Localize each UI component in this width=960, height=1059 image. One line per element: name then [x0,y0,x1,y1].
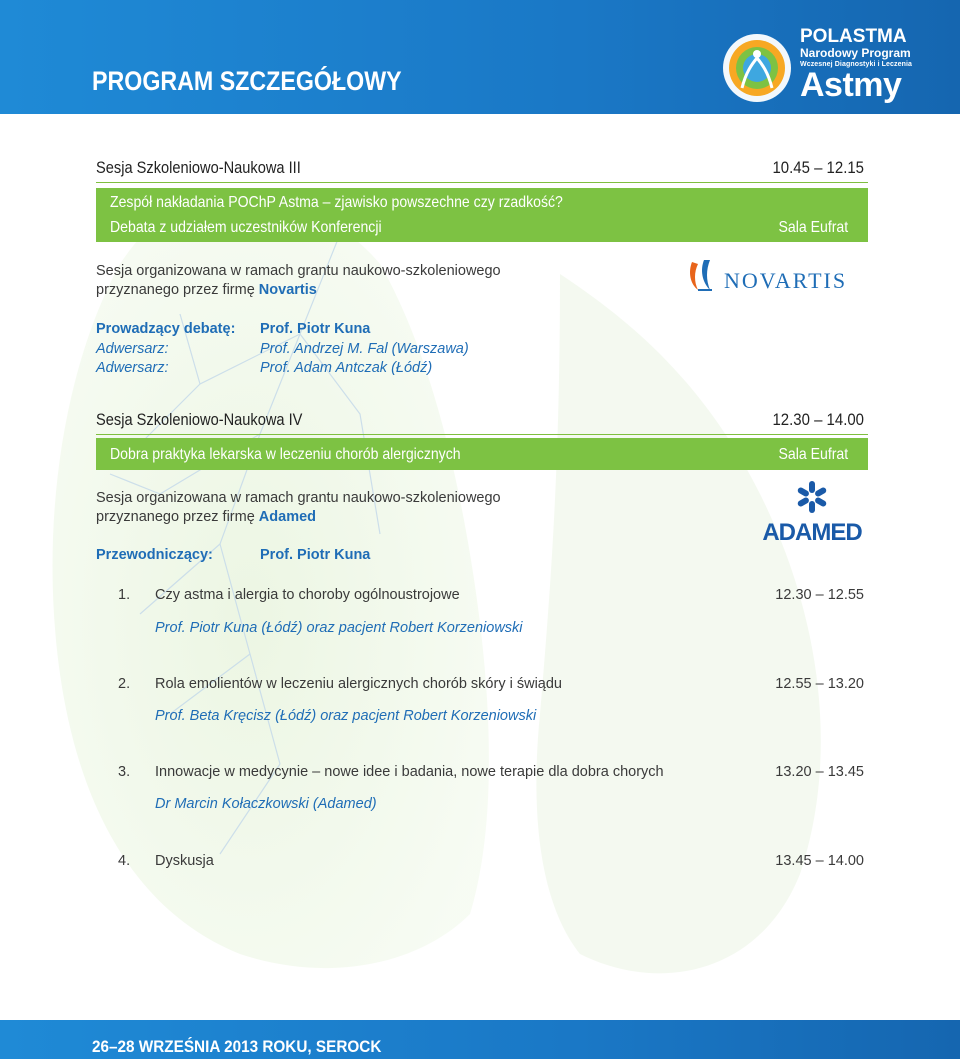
item-time: 13.20 – 13.45 [775,764,864,780]
event-dates: 26–28 WRZEŚNIA 2013 ROKU, SEROCK [92,1037,382,1056]
session-topic: Dobra praktyka lekarska w leczeniu chorób alergicznych [110,446,461,463]
logo-subtitle: Narodowy Program [800,46,911,60]
session-room: Sala Eufrat [778,219,848,236]
grant-line-2 [96,282,317,298]
grant-line-2 [96,509,316,525]
grant-sponsor: Adamed [258,509,317,525]
chair-label: Przewodniczący: [96,547,213,563]
grant-sponsor: Novartis [258,282,317,298]
divider [96,182,868,183]
item-number: 1. [118,587,131,603]
item-title: Czy astma i alergia to choroby ogólnoustrojowe [155,587,460,603]
novartis-logo [688,258,870,294]
logo-astmy: Astmy [800,66,902,104]
adamed-logo [756,480,868,542]
session-title: Sesja Szkoleniowo-Naukowa III [96,158,301,177]
item-time: 12.55 – 13.20 [775,676,864,692]
item-time: 12.30 – 12.55 [775,587,864,603]
session-topic: Zespół nakładania POChP Astma – zjawisko powszechne czy rzadkość? [110,194,563,211]
role-label: Adwersarz: [96,360,169,376]
session-title: Sesja Szkoleniowo-Naukowa IV [96,410,303,429]
role-name: Prof. Andrzej M. Fal (Warszawa) [260,341,469,357]
session-subtopic: Debata z udziałem uczestników Konferencji [110,219,382,236]
item-speaker: Dr Marcin Kołaczkowski (Adamed) [155,796,377,812]
grant-prefix: przyznanego przez firmę [96,282,259,298]
item-title: Innowacje w medycynie – nowe idee i badania, nowe terapie dla dobra chorych [155,764,664,780]
grant-line-1: Sesja organizowana w ramach grantu naukowo-szkoleniowego [96,263,501,279]
item-number: 2. [118,676,131,692]
item-speaker: Prof. Piotr Kuna (Łódź) oraz pacjent Robert Korzeniowski [155,620,523,636]
grant-line-1: Sesja organizowana w ramach grantu naukowo-szkoleniowego [96,490,501,506]
role-label: Adwersarz: [96,341,169,357]
role-label: Prowadzący debatę: [96,321,236,337]
item-title: Rola emolientów w leczeniu alergicznych chorób skóry i świądu [155,676,562,692]
page-title: PROGRAM SZCZEGÓŁOWY [92,66,402,96]
chair-name: Prof. Piotr Kuna [260,547,371,563]
session-time: 10.45 – 12.15 [772,158,864,177]
session-time: 12.30 – 14.00 [772,410,864,429]
item-title: Dyskusja [155,853,214,869]
item-number: 4. [118,853,131,869]
item-number: 3. [118,764,131,780]
grant-prefix: przyznanego przez firmę [96,509,259,525]
novartis-wordmark: NOVARTIS [724,268,848,293]
adamed-wordmark: ADAMED [762,519,862,542]
session-room: Sala Eufrat [778,446,848,463]
logo-title: POLASTMA [800,26,907,47]
item-speaker: Prof. Beta Kręcisz (Łódź) oraz pacjent Robert Korzeniowski [155,708,537,724]
logo-subtitle-small: Wczesnej Diagnostyki i Leczenia [800,61,913,68]
role-name: Prof. Piotr Kuna [260,321,371,337]
item-time: 13.45 – 14.00 [775,853,864,869]
lung-illustration [0,114,960,1020]
role-name: Prof. Adam Antczak (Łódź) [260,360,433,376]
polastma-logo-icon [712,28,802,106]
divider [96,434,868,435]
